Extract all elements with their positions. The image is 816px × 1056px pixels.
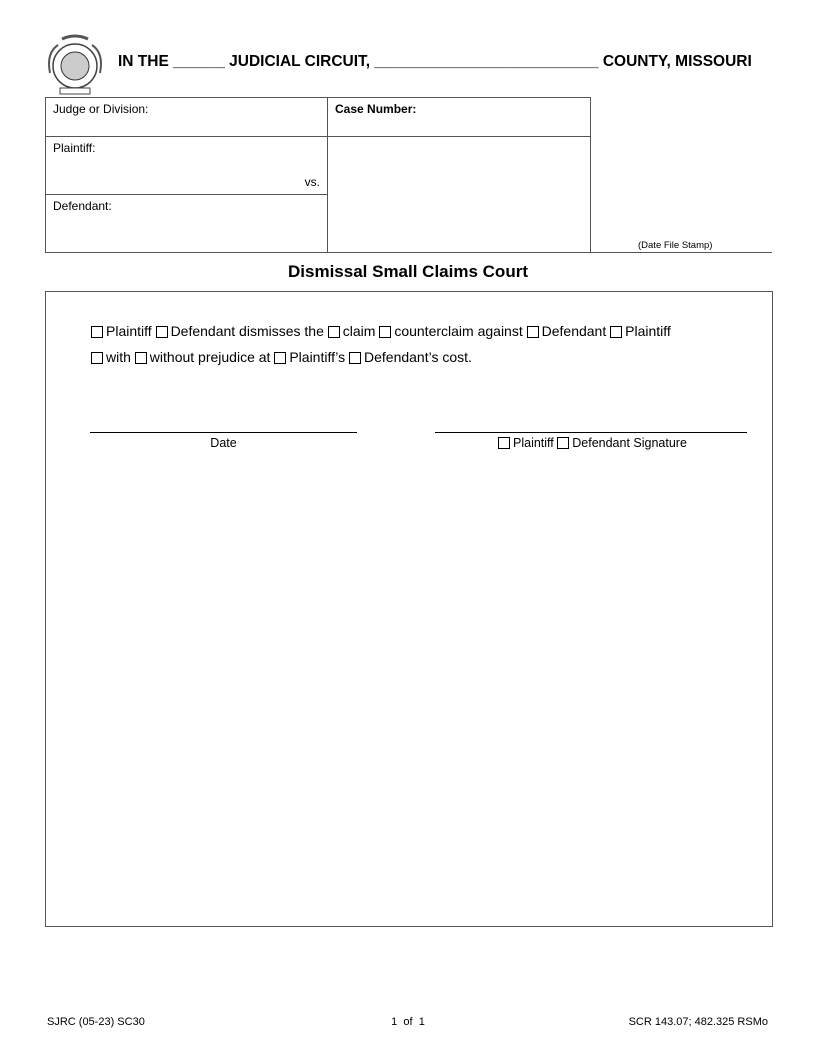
option-text: Plaintiff	[513, 436, 554, 450]
case-number-cell[interactable]	[327, 97, 591, 137]
plaintiff-checkbox[interactable]	[91, 326, 103, 338]
case-blank-cell	[327, 136, 591, 253]
defendant-checkbox[interactable]	[156, 326, 168, 338]
court-header: IN THE ______ JUDICIAL CIRCUIT, __________________________ COUNTY, MISSOURI	[118, 53, 752, 70]
option-text: Plaintiff	[106, 323, 152, 339]
footer-form-id: SJRC (05-23) SC30	[47, 1016, 145, 1028]
form-body-box	[45, 291, 773, 927]
option-text: Defendant dismisses the	[170, 323, 324, 339]
footer-page-number: 1 of 1	[391, 1016, 425, 1028]
date-file-stamp-label: (Date File Stamp)	[638, 240, 713, 251]
footer-rule-reference: SCR 143.07; 482.325 RSMo	[628, 1016, 768, 1028]
against-plaintiff-checkbox[interactable]	[610, 326, 622, 338]
claim-checkbox[interactable]	[328, 326, 340, 338]
without-prejudice-checkbox[interactable]	[135, 352, 147, 364]
option-text: Plaintiff	[625, 323, 671, 339]
option-text: Defendant Signature	[572, 436, 687, 450]
option-text: without prejudice at	[149, 349, 271, 365]
plaintiff-label: Plaintiff:	[53, 141, 96, 155]
date-label: Date	[210, 436, 237, 450]
counterclaim-checkbox[interactable]	[379, 326, 391, 338]
plaintiffs-cost-checkbox[interactable]	[274, 352, 286, 364]
stamp-divider	[590, 252, 772, 253]
case-number-label: Case Number:	[335, 102, 417, 116]
option-text: Plaintiff’s	[289, 349, 346, 365]
plaintiff-cell[interactable]	[45, 136, 328, 195]
signature-label	[498, 436, 687, 450]
vs-label: vs.	[304, 175, 320, 189]
option-text: with	[106, 349, 131, 365]
defendant-label: Defendant:	[53, 199, 112, 213]
signature-defendant-checkbox[interactable]	[557, 437, 569, 449]
option-text: Defendant	[541, 323, 607, 339]
signature-line[interactable]	[435, 432, 747, 433]
judge-label: Judge or Division:	[53, 102, 149, 116]
dismissal-line-2	[91, 349, 472, 365]
option-text: counterclaim against	[394, 323, 523, 339]
defendant-cell[interactable]	[45, 194, 328, 253]
against-defendant-checkbox[interactable]	[527, 326, 539, 338]
option-text: Defendant’s cost.	[364, 349, 472, 365]
signature-plaintiff-checkbox[interactable]	[498, 437, 510, 449]
option-text: claim	[342, 323, 376, 339]
missouri-seal-icon	[44, 33, 106, 97]
with-prejudice-checkbox[interactable]	[91, 352, 103, 364]
defendants-cost-checkbox[interactable]	[349, 352, 361, 364]
form-title: Dismissal Small Claims Court	[288, 262, 528, 281]
dismissal-line-1	[91, 323, 671, 339]
date-line[interactable]	[90, 432, 357, 433]
judge-cell[interactable]	[45, 97, 328, 137]
